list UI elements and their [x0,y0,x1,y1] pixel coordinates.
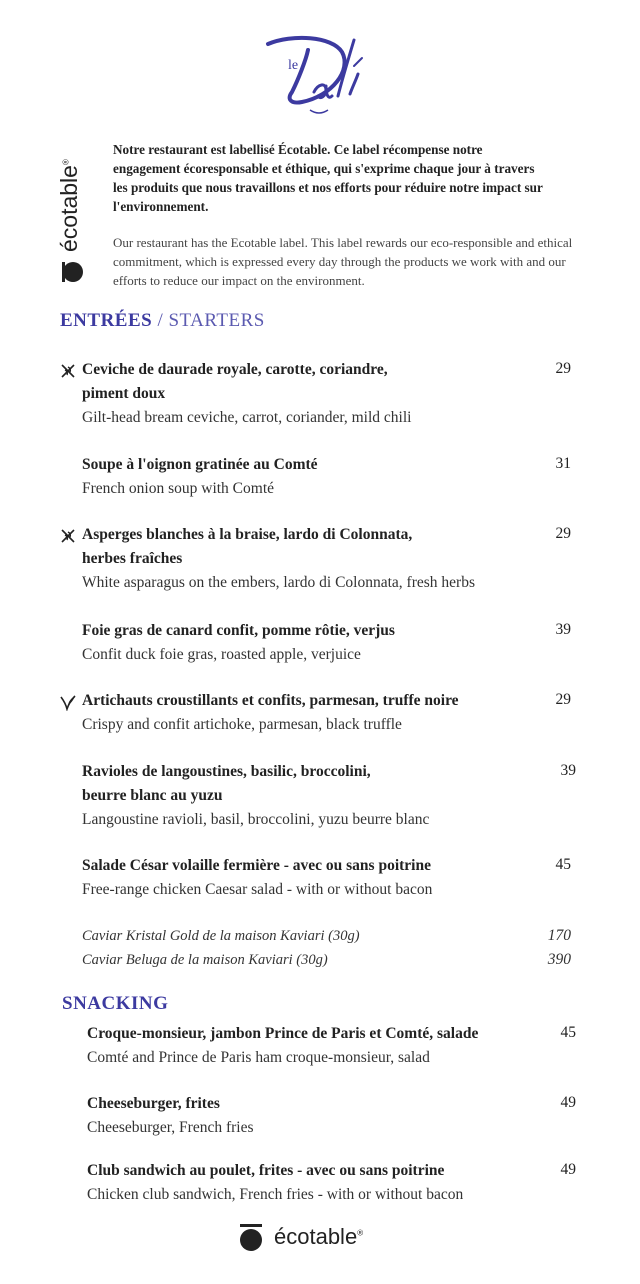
item-name-en: Comté and Prince de Paris ham croque-monsieur, salad [87,1049,430,1066]
item-price: 45 [560,1024,576,1041]
vegetarian-icon [59,693,77,711]
restaurant-logo [262,30,372,122]
ecotable-vertical-logo [54,140,94,290]
item-name-fr: Cheeseburger, frites [87,1095,220,1112]
menu-item [82,523,592,595]
menu-item [87,1159,597,1207]
item-name-fr: Asperges blanches à la braise, lardo di Colonnata, [82,526,413,543]
item-name-fr: Artichauts croustillants et confits, parmesan, truffe noire [82,692,459,709]
logo-le: le [288,58,299,73]
dali-logo-script [262,30,372,122]
caviar-price: 390 [547,951,571,968]
ecotable-mark-icon [60,260,84,284]
item-name-fr: Salade César volaille fermière - avec ou sans poitrine [82,857,431,874]
caviar-price: 170 [547,927,571,944]
item-name-en: Chicken club sandwich, French fries - with or without bacon [87,1186,464,1203]
section-title-starters [60,310,265,332]
gluten-free-icon [59,362,77,380]
section-title-snacking [62,993,168,1015]
ecotable-brand: écotable [56,165,82,252]
caviar-item: Caviar Beluga de la maison Kaviari (30g) [82,952,328,968]
item-name-fr: Croque-monsieur, jambon Prince de Paris et Comté, salade [87,1025,479,1042]
item-name-en: Free-range chicken Caesar salad - with or without bacon [82,881,433,898]
intro-french: Notre restaurant est labellisé Écotable. Ce label récompense notre engagement écoresponsable et éthique, qui s'exprime chaque jour à travers les produits que nous travaillons et nos efforts pour réduire notre impact sur l'environnement. [113,142,543,214]
item-name-fr: Ceviche de daurade royale, carotte, coriandre, [82,361,388,378]
starters-title-sep: / [152,310,169,331]
ecotable-brand: écotable [274,1224,358,1249]
item-price: 29 [555,691,571,708]
item-name-en: White asparagus on the embers, lardo di Colonnata, fresh herbs [82,574,475,591]
item-name-en: Crispy and confit artichoke, parmesan, black truffle [82,716,402,733]
item-price: 29 [555,525,571,542]
menu-item [87,1022,597,1070]
item-price: 39 [560,762,576,779]
item-name-en: Langoustine ravioli, basil, broccolini, yuzu beurre blanc [82,811,430,828]
item-price: 45 [555,856,571,873]
item-name-fr-cont: beurre blanc au yuzu [82,787,223,804]
caviar-item: Caviar Kristal Gold de la maison Kaviari (30g) [82,928,360,944]
ecotable-reg: ® [357,1228,364,1238]
menu-item [82,760,592,832]
item-price: 39 [555,621,571,638]
item-name-en: Gilt-head bream ceviche, carrot, coriander, mild chili [82,409,412,426]
item-name-fr-cont: piment doux [82,385,166,402]
item-name-en: Confit duck foie gras, roasted apple, verjuice [82,646,361,663]
ecotable-reg: ® [61,159,71,166]
menu-item [82,689,592,737]
item-name-fr: Foie gras de canard confit, pomme rôtie, verjus [82,622,395,639]
ecotable-vertical-text [56,159,83,252]
item-name-fr: Club sandwich au poulet, frites - avec ou sans poitrine [87,1162,445,1179]
item-name-en: French onion soup with Comté [82,480,275,497]
item-price: 31 [555,455,571,472]
item-name-en: Cheeseburger, French fries [87,1119,254,1136]
item-name-fr-cont: herbes fraîches [82,550,183,567]
menu-item [82,453,592,501]
item-price: 49 [560,1094,576,1111]
ecotable-mark-icon [238,1224,264,1252]
menu-item [82,358,592,430]
item-name-fr: Ravioles de langoustines, basilic, broccolini, [82,763,371,780]
menu-item [82,619,592,667]
ecotable-footer-logo [238,1222,398,1256]
intro-english: Our restaurant has the Ecotable label. This label rewards our eco-responsible and ethical commitment, which is expressed every day through the products we work with and our efforts to reduce our impact on the environment. [113,235,573,288]
item-price: 29 [555,360,571,377]
ecotable-footer-text [274,1224,363,1250]
item-price: 49 [560,1161,576,1178]
menu-item [82,854,592,902]
starters-title-fr: ENTRÉES [60,310,153,331]
item-name-fr: Soupe à l'oignon gratinée au Comté [82,456,318,473]
menu-item [87,1092,597,1140]
gluten-free-icon [59,527,77,545]
snacking-title: SNACKING [62,993,169,1014]
starters-title-en: STARTERS [168,310,265,331]
